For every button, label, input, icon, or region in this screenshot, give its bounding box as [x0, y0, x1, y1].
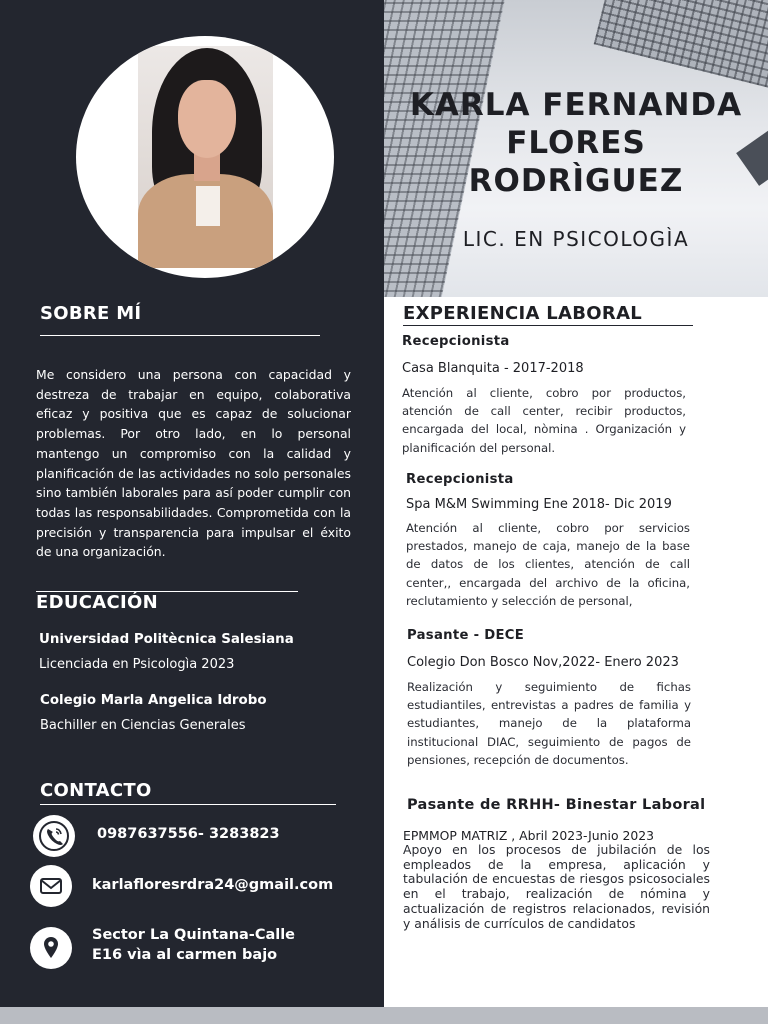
contact-phone[interactable]: 0987637556- 3283823: [97, 826, 280, 842]
about-text: Me considero una persona con capacidad y destreza de trabajar en equipo, colaborativa eficaz y positiva que es capaz de solucionar problemas. Por otro lado, en lo personal mantengo un compromiso con la calidad y planificación de las actividades no solo personales sino también laborales para así poder cumplir con todas las responsabilidades. Comprometida con la precisión y transparencia para impulsar el éxito de una organización.: [36, 367, 351, 560]
job-2-title: Recepcionista: [406, 472, 514, 487]
profession-title: LIC. EN PSICOLOGÌA: [462, 227, 690, 251]
job-1-place: Casa Blanquita - 2017-2018: [402, 361, 584, 376]
name-line-3: RODRÌGUEZ: [468, 163, 684, 199]
education-school-2: Colegio Marla Angelica Idrobo: [40, 693, 267, 708]
footer-bar: [0, 1007, 768, 1024]
profile-photo: [138, 46, 273, 268]
contact-address-line-1: Sector La Quintana-Calle: [92, 927, 296, 943]
job-4-title: Pasante de RRHH- Binestar Laboral: [407, 797, 706, 813]
contact-address-line-2: E16 vìa al carmen bajo: [92, 947, 278, 963]
experience-divider: [403, 325, 693, 326]
contact-divider: [40, 804, 336, 805]
contact-title: CONTACTO: [40, 780, 152, 801]
job-3-description: Realización y seguimiento de fichas estudiantiles, entrevistas a padres de familia y estudiantes, manejo de la plataforma institucional DIAC, seguimiento de pagos de pensiones, recepción de documentos.: [407, 680, 691, 767]
location-pin-icon: [30, 927, 72, 969]
education-degree-1: Licenciada en Psicologìa 2023: [39, 657, 235, 672]
job-2-place: Spa M&M Swimming Ene 2018- Dic 2019: [406, 497, 672, 512]
sidebar: [0, 0, 384, 1007]
job-4-description: Apoyo en los procesos de jubilación de los empleados de la empresa, aplicación y tabulación de encuestas de riesgos psicosociales en el trabajo, realización de nómina y actualización de registros relacionados, revisión y análisis de currículos de candidatos: [403, 842, 710, 931]
job-2-description: Atención al cliente, cobro por servicios prestados, manejo de caja, manejo de la base de datos de los clientes, atención de call center,, encargada del archivo de la oficina, reclutamiento y selección de personal,: [406, 521, 690, 608]
full-name: [384, 86, 768, 200]
about-divider: [40, 335, 320, 336]
job-3-place: Colegio Don Bosco Nov,2022- Enero 2023: [407, 655, 679, 670]
building-image-right: [594, 0, 768, 93]
phone-icon: [33, 815, 75, 857]
contact-email[interactable]: karlafloresrdra24@gmail.com: [92, 877, 334, 893]
name-line-2: FLORES: [506, 125, 646, 161]
name-line-1: KARLA FERNANDA: [409, 87, 743, 123]
education-degree-2: Bachiller en Ciencias Generales: [40, 718, 246, 733]
experience-title: EXPERIENCIA LABORAL: [403, 303, 643, 324]
job-3-title: Pasante - DECE: [407, 628, 525, 643]
job-1-description: Atención al cliente, cobro por productos, atención de call center, recibir productos, encargada del local, nòmina . Organización y planificación del personal.: [402, 386, 686, 455]
job-4-place: EPMMOP MATRIZ , Abril 2023-Junio 2023: [403, 828, 654, 843]
about-title: SOBRE MÍ: [40, 303, 142, 324]
mail-icon: [30, 865, 72, 907]
job-1-title: Recepcionista: [402, 334, 510, 349]
profile-photo-frame: [76, 36, 334, 278]
education-school-1: Universidad Politècnica Salesiana: [39, 632, 294, 647]
education-title: EDUCACIÓN: [36, 592, 158, 613]
